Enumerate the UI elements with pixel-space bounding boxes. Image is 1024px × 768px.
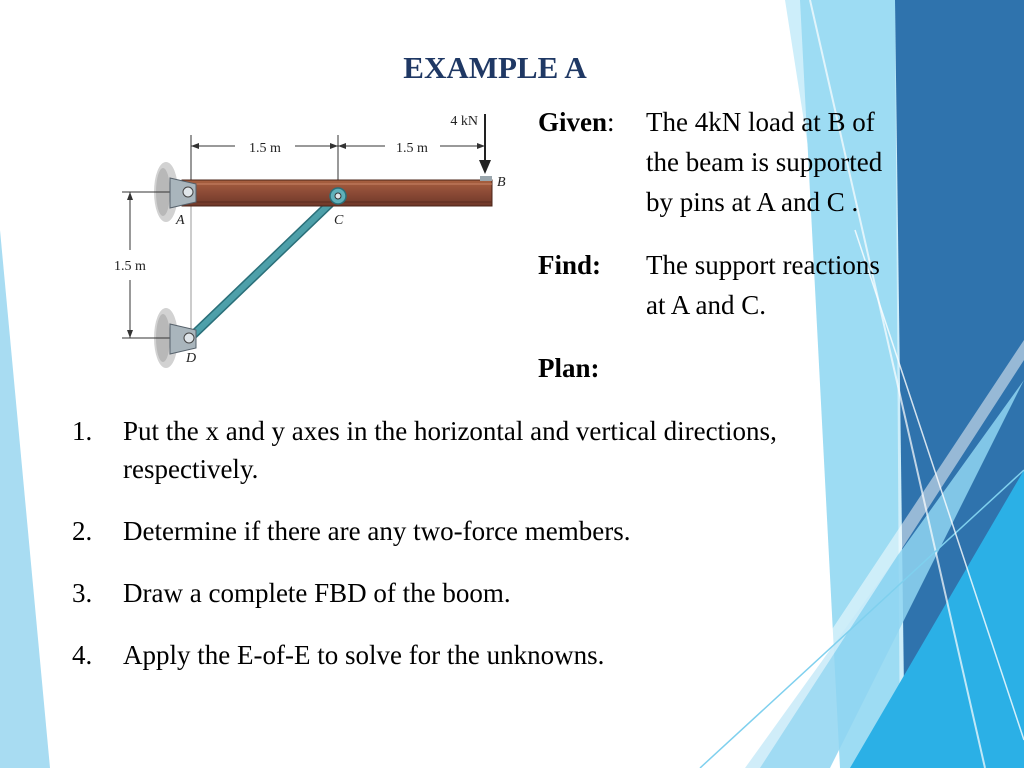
pin-support-d bbox=[170, 324, 196, 354]
left-accent-shape bbox=[0, 230, 50, 768]
given-text bbox=[646, 102, 956, 222]
dim-label-top-right: 1.5 m bbox=[396, 141, 428, 156]
given-line: by pins at A and C . bbox=[646, 187, 859, 217]
point-label-c: C bbox=[334, 213, 344, 228]
pin-c bbox=[330, 188, 346, 204]
list-item bbox=[72, 636, 972, 674]
step-number: 1. bbox=[72, 416, 93, 446]
list-item bbox=[72, 574, 972, 612]
slide-title: EXAMPLE A bbox=[403, 50, 587, 85]
list-item bbox=[72, 512, 972, 550]
given-line: The 4kN load at B of bbox=[646, 107, 875, 137]
beam-end-plate bbox=[480, 176, 492, 181]
dimension-top bbox=[191, 135, 485, 180]
point-label-b: B bbox=[497, 175, 506, 190]
find-line: at A and C. bbox=[646, 290, 766, 320]
find-label: Find: bbox=[538, 250, 602, 280]
list-item bbox=[72, 412, 972, 488]
beam-figure bbox=[100, 100, 520, 390]
point-label-a: A bbox=[176, 213, 185, 228]
dim-label-left: 1.5 m bbox=[114, 259, 146, 274]
point-label-d: D bbox=[186, 351, 197, 366]
load-label: 4 kN bbox=[450, 114, 478, 129]
given-line: the beam is supported bbox=[646, 147, 883, 177]
plan-steps-list bbox=[72, 412, 972, 698]
step-line: Draw a complete FBD of the boom. bbox=[123, 578, 511, 608]
given-label: Given: bbox=[538, 107, 615, 137]
step-line: Apply the E-of-E to solve for the unknowns. bbox=[123, 640, 605, 670]
plan-label: Plan: bbox=[538, 353, 600, 383]
step-line: respectively. bbox=[123, 454, 259, 484]
step-number: 3. bbox=[72, 578, 93, 608]
load-arrow bbox=[479, 114, 491, 174]
step-number: 2. bbox=[72, 516, 93, 546]
find-text bbox=[646, 245, 956, 325]
find-line: The support reactions bbox=[646, 250, 880, 280]
step-line: Put the x and y axes in the horizontal and vertical directions, bbox=[123, 416, 777, 446]
dim-label-top-left: 1.5 m bbox=[249, 141, 281, 156]
step-number: 4. bbox=[72, 640, 93, 670]
step-line: Determine if there are any two-force members. bbox=[123, 516, 631, 546]
